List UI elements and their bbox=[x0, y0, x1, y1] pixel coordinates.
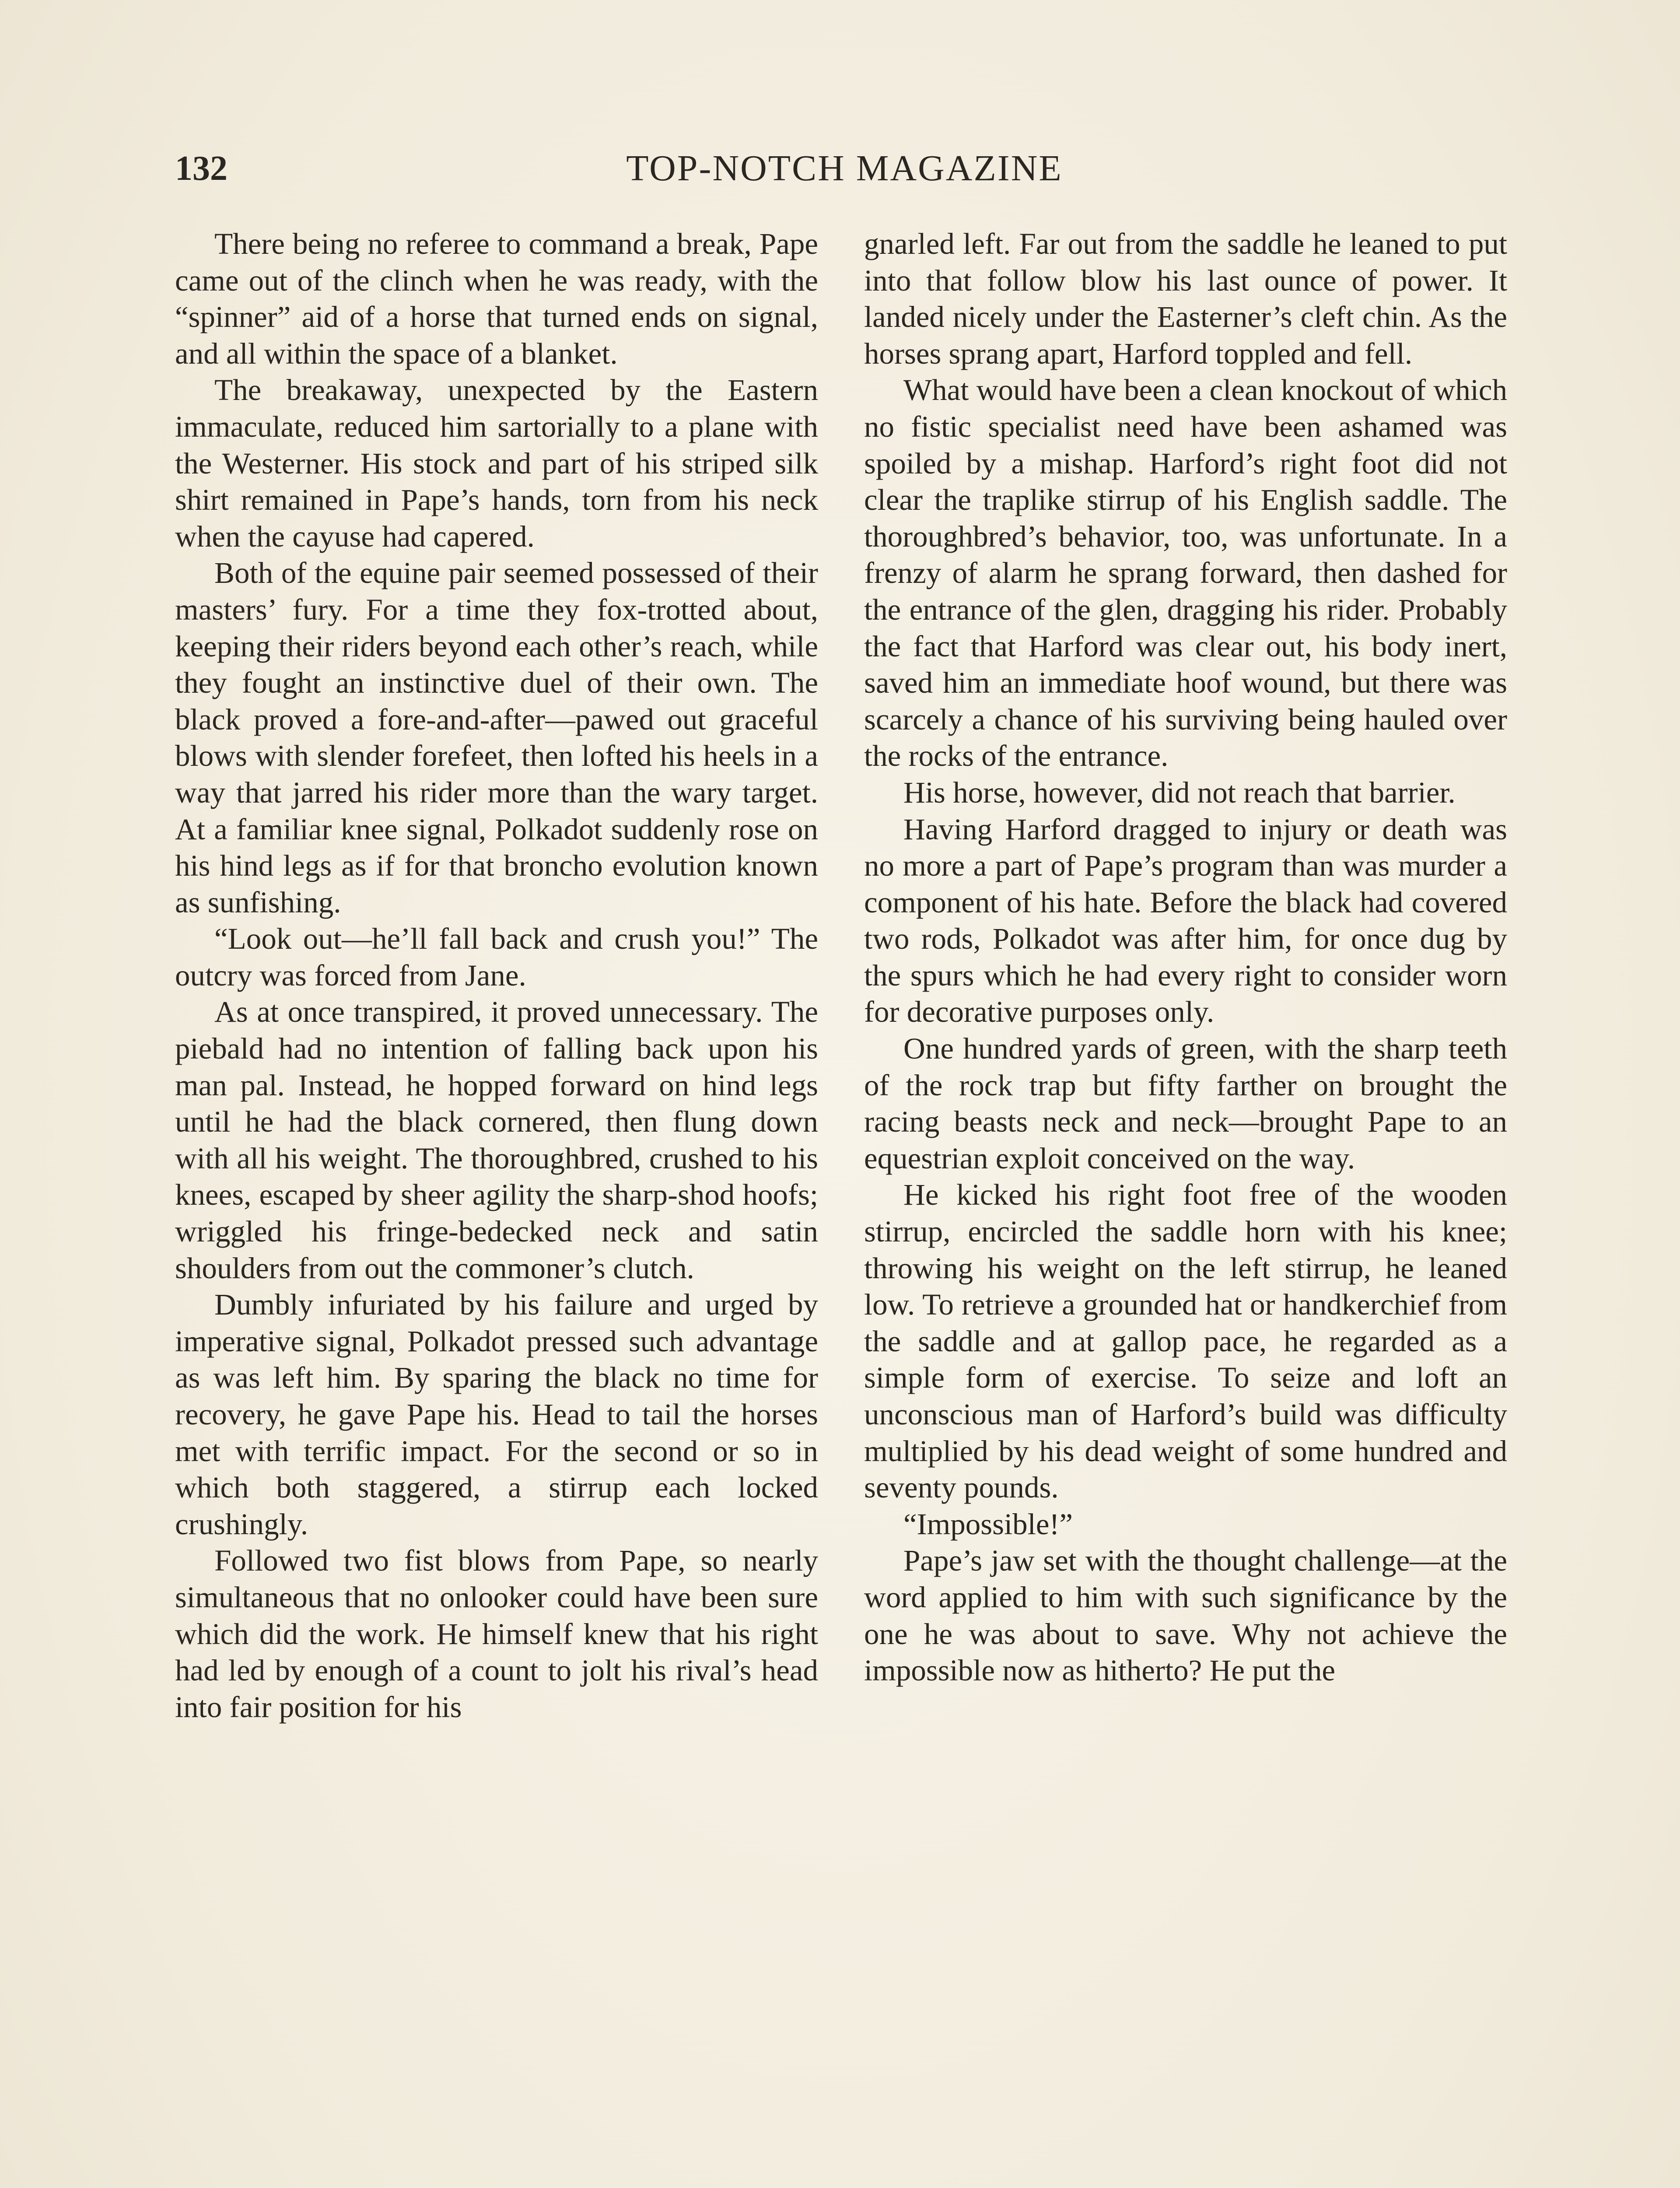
left-column bbox=[175, 226, 818, 1725]
paragraph: The breakaway, unexpected by the Eastern immaculate, reduced him sartorially to a plane with the Westerner. His stock and part of his striped silk shirt remained in Pape’s hands, torn from his neck when the cayuse had capered. bbox=[175, 373, 818, 553]
paragraph: As at once transpired, it proved unnecessary. The piebald had no intention of falling back upon his man pal. Instead, he hopped forward on hind legs until he had the black cornered, then flung down with all his weight. The thoroughbred, crushed to his knees, escaped by sheer agility the sharp-shod hoofs; wriggled his fringe-bedecked neck and satin shoulders from out the commoner’s clutch. bbox=[175, 995, 818, 1285]
paragraph: Dumbly infuriated by his failure and urged by imperative signal, Polkadot pressed such advantage as was left him. By sparing the black no time for recovery, he gave Pape his. Head to tail the horses met with terrific impact. For the second or so in which both staggered, a stirrup each locked crushingly. bbox=[175, 1288, 818, 1541]
running-head: TOP-NOTCH MAGAZINE bbox=[626, 148, 1063, 189]
paragraph: One hundred yards of green, with the sharp teeth of the rock trap but fifty farther on brought the racing beasts neck and neck—brought Pape to an equestrian exploit conceived on the way. bbox=[864, 1032, 1507, 1175]
paragraph: He kicked his right foot free of the wooden stirrup, encircled the saddle horn with his knee; throwing his weight on the left stirrup, he leaned low. To retrieve a grounded hat or handkerchief from the saddle and at gallop pace, he regarded as a simple form of exercise. To seize and loft an unconscious man of Harford’s build was difficulty multiplied by his dead weight of some hundred and seventy pounds. bbox=[864, 1178, 1507, 1504]
paragraph: Both of the equine pair seemed possessed of their masters’ fury. For a time they fox-trotted about, keeping their riders beyond each other’s reach, while they fought an instinctive duel of their own. The black proved a fore-and-after—pawed out graceful blows with slender forefeet, then lofted his heels in a way that jarred his rider more than the wary target. At a familiar knee signal, Polkadot suddenly rose on his hind legs as if for that broncho evolution known as sunfishing. bbox=[175, 556, 818, 919]
paragraph: Followed two fist blows from Pape, so nearly simultaneous that no onlooker could have been sure which did the work. He himself knew that his right had led by enough of a count to jolt his rival’s head into fair position for his bbox=[175, 1544, 818, 1724]
page-header bbox=[175, 144, 1514, 193]
page-number: 132 bbox=[175, 149, 228, 188]
paragraph: His horse, however, did not reach that barrier. bbox=[903, 775, 1456, 809]
paragraph: gnarled left. Far out from the saddle he leaned to put into that follow blow his last ounce of power. It landed nicely under the Easterner’s cleft chin. As the horses sprang apart, Harford toppled and fell. bbox=[864, 227, 1507, 370]
paragraph: “Look out—he’ll fall back and crush you!” The outcry was forced from Jane. bbox=[175, 922, 818, 992]
right-column bbox=[864, 226, 1507, 1689]
paragraph: “Impossible!” bbox=[903, 1507, 1073, 1541]
paragraph: There being no referee to command a break, Pape came out of the clinch when he was ready, with the “spinner” aid of a horse that turned ends on signal, and all within the space of a blanket. bbox=[175, 227, 818, 370]
paragraph: What would have been a clean knockout of which no fistic specialist need have been ashamed was spoiled by a mishap. Harford’s right foot did not clear the traplike stirrup of his English saddle. The thoroughbred’s behavior, too, was unfortunate. In a frenzy of alarm he sprang forward, then dashed for the entrance of the glen, dragging his rider. Probably the fact that Harford was clear out, his body inert, saved him an immediate hoof wound, but there was scarcely a chance of his surviving being hauled over the rocks of the entrance. bbox=[864, 373, 1507, 773]
paragraph: Pape’s jaw set with the thought challenge—at the word applied to him with such significance by the one he was about to save. Why not achieve the impossible now as hitherto? He put the bbox=[864, 1544, 1507, 1687]
paragraph: Having Harford dragged to injury or death was no more a part of Pape’s program than was murder a component of his hate. Before the black had covered two rods, Polkadot was after him, for once dug by the spurs which he had every right to consider worn for decorative purposes only. bbox=[864, 812, 1507, 1029]
